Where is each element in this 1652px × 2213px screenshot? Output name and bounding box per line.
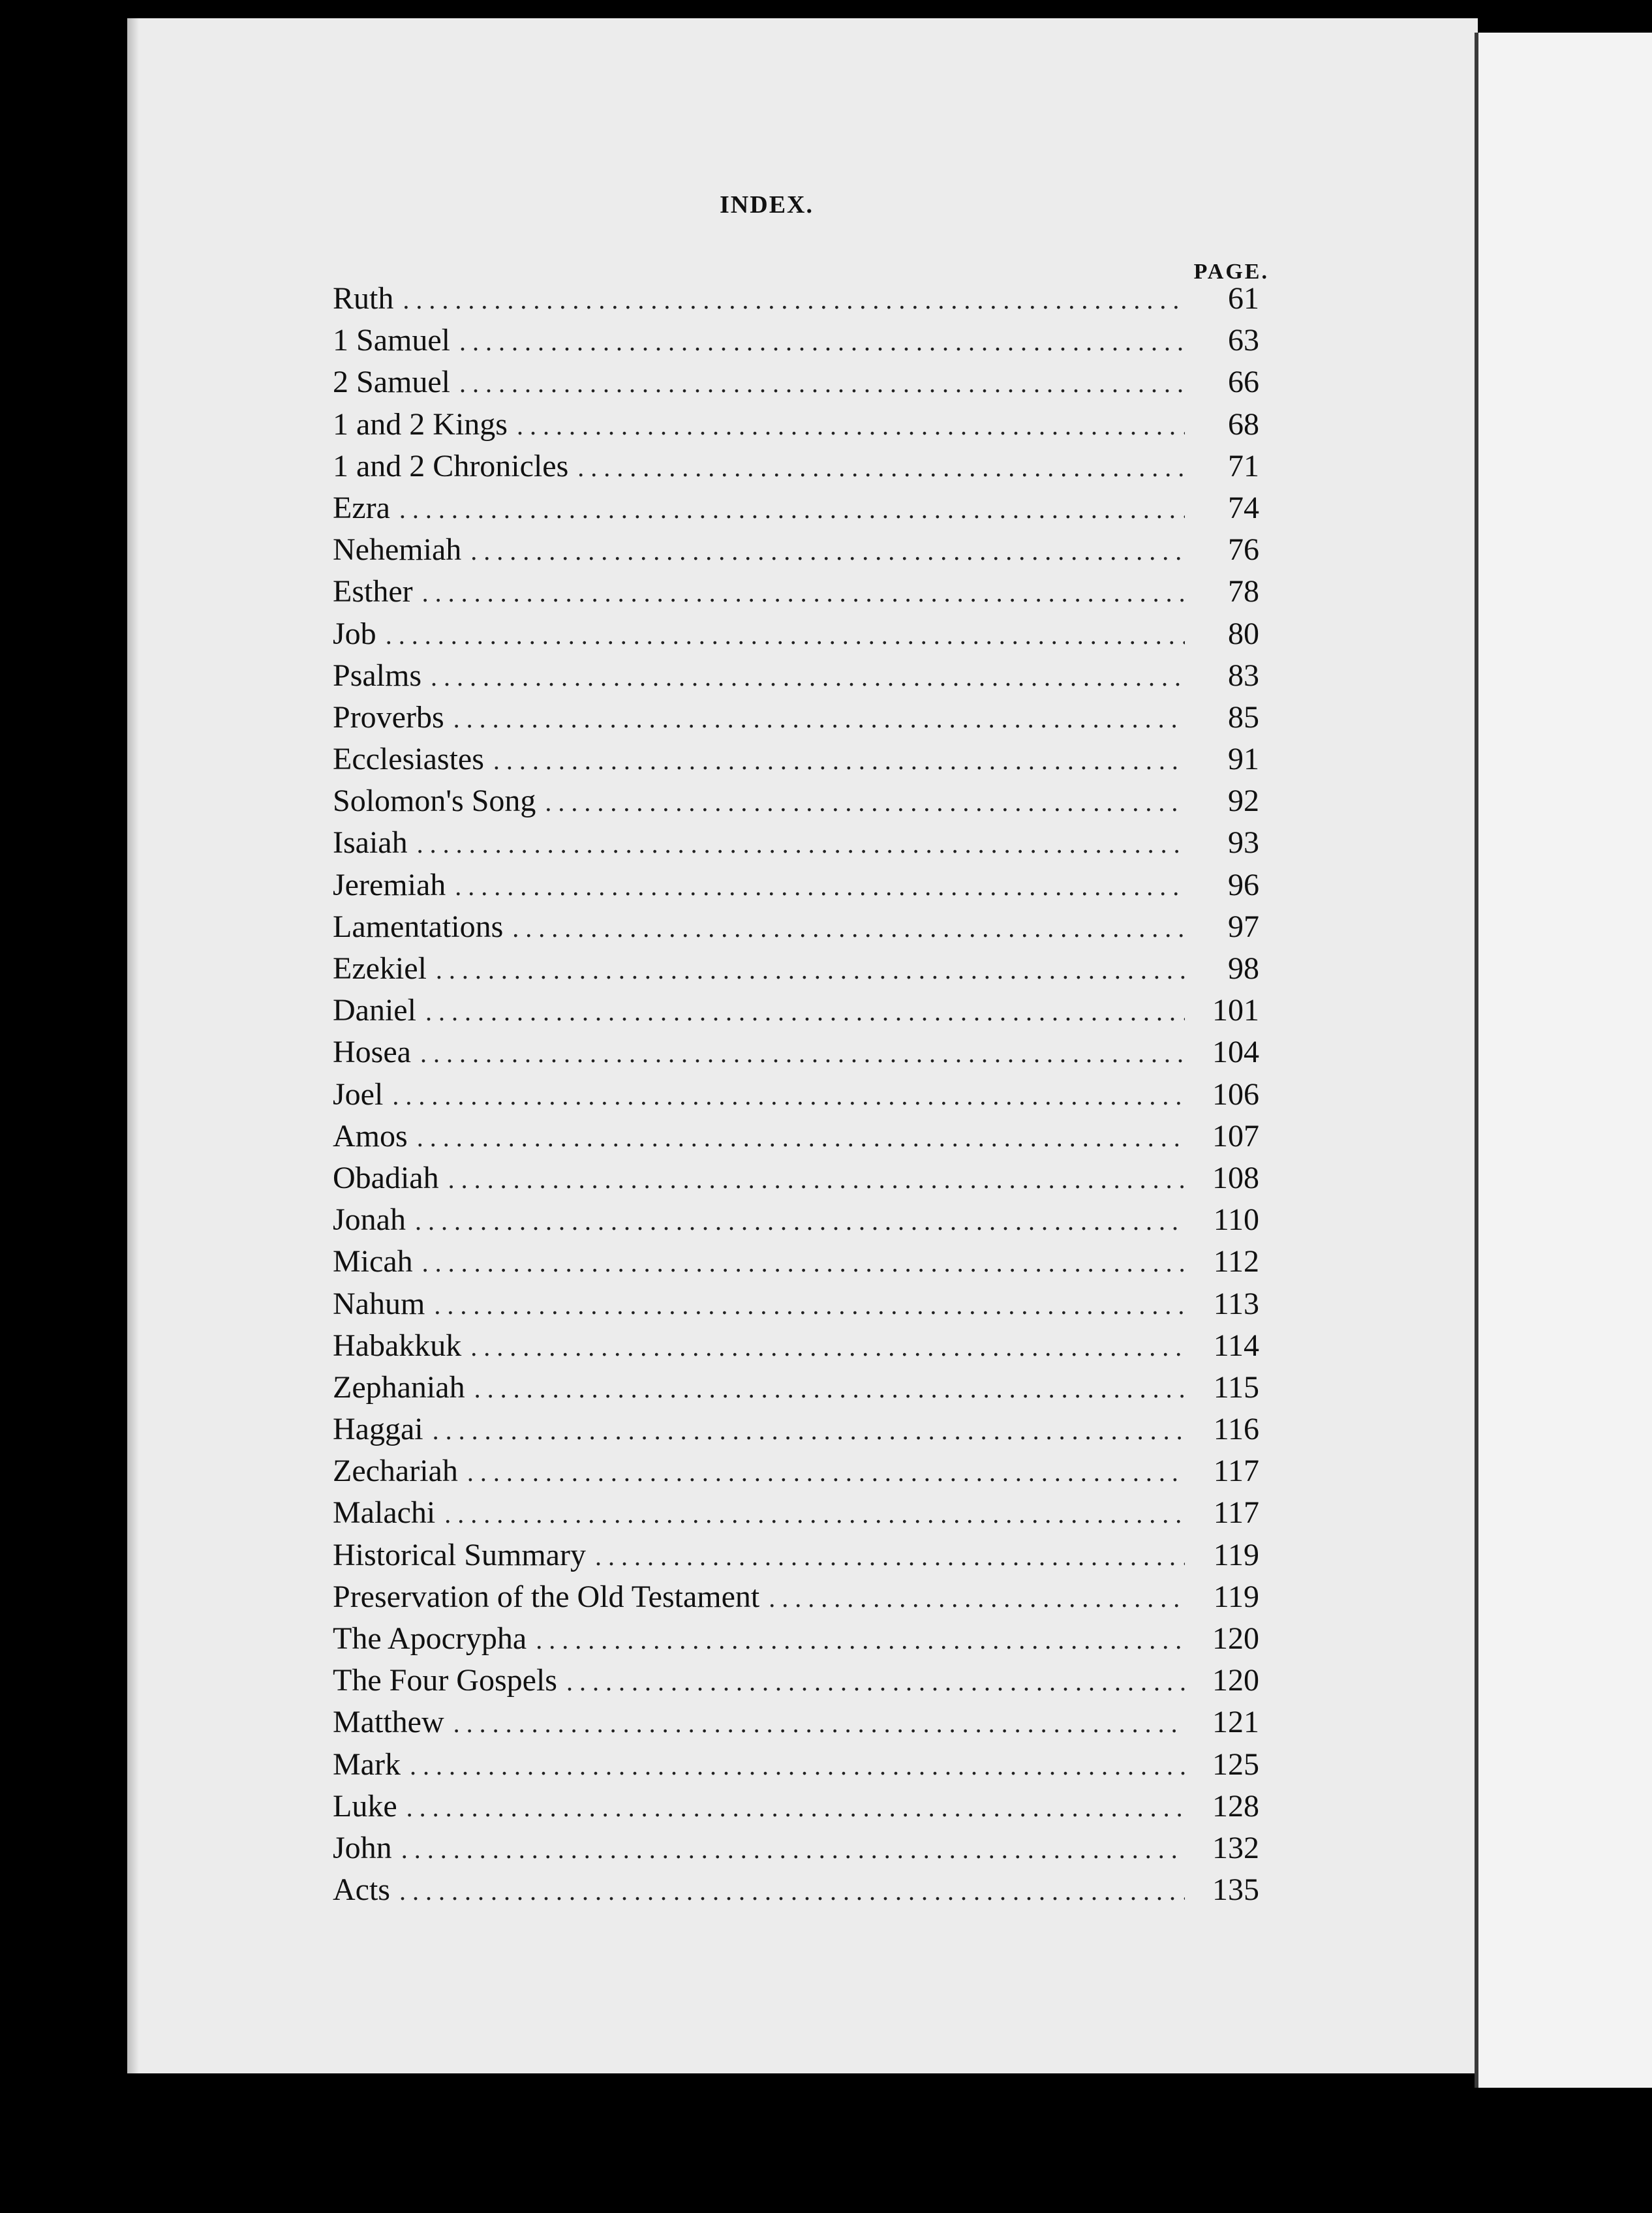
dot-leader <box>417 829 1185 859</box>
entry-title: Ezekiel <box>333 951 427 986</box>
dot-leader <box>448 1164 1185 1195</box>
index-entry <box>333 281 1259 322</box>
dot-leader <box>425 996 1185 1027</box>
dot-leader <box>769 1583 1185 1613</box>
entry-page-number: 91 <box>1228 742 1259 777</box>
index-entry <box>333 616 1259 658</box>
dot-leader <box>406 1792 1185 1823</box>
entry-title: 1 Samuel <box>333 323 450 358</box>
entry-page-number: 92 <box>1228 784 1259 819</box>
dot-leader <box>422 1247 1185 1278</box>
entry-page-number: 66 <box>1228 365 1259 400</box>
index-entry <box>333 1034 1259 1076</box>
entry-page-number: 114 <box>1213 1328 1259 1363</box>
dot-leader <box>470 536 1185 566</box>
entry-title: Jeremiah <box>333 867 446 902</box>
dot-leader <box>566 1666 1185 1697</box>
index-entry <box>333 1537 1259 1579</box>
index-entry <box>333 783 1259 825</box>
entry-title: Esther <box>333 574 413 609</box>
entry-title: Preservation of the Old Testament <box>333 1579 760 1614</box>
entry-title: The Apocrypha <box>333 1621 527 1656</box>
entry-title: Lamentations <box>333 909 504 944</box>
index-entry <box>333 1244 1259 1285</box>
dot-leader <box>453 703 1185 734</box>
dot-leader <box>415 1206 1185 1236</box>
index-entry <box>333 1495 1259 1536</box>
dot-leader <box>434 1290 1185 1320</box>
dot-leader <box>431 662 1185 692</box>
entry-page-number: 78 <box>1228 574 1259 609</box>
dot-leader <box>410 1750 1185 1781</box>
dot-leader <box>392 1080 1185 1111</box>
entry-page-number: 74 <box>1228 490 1259 525</box>
index-list <box>333 281 1259 1914</box>
index-entry <box>333 322 1259 364</box>
index-entry <box>333 825 1259 866</box>
entry-page-number: 93 <box>1228 825 1259 861</box>
entry-page-number: 120 <box>1212 1621 1259 1656</box>
entry-title: Matthew <box>333 1705 444 1740</box>
entry-page-number: 71 <box>1228 448 1259 483</box>
entry-title: Nehemiah <box>333 532 462 568</box>
entry-title: Daniel <box>333 993 416 1028</box>
dot-leader <box>386 620 1185 650</box>
index-entry <box>333 1160 1259 1202</box>
entry-page-number: 117 <box>1213 1454 1259 1489</box>
entry-title: 2 Samuel <box>333 365 450 400</box>
entry-title: Habakkuk <box>333 1328 462 1363</box>
dot-leader <box>420 1038 1185 1069</box>
entry-page-number: 97 <box>1228 909 1259 944</box>
adjacent-page-edge <box>1475 33 1652 2088</box>
index-entry <box>333 406 1259 448</box>
dot-leader <box>459 326 1185 357</box>
index-entry <box>333 1202 1259 1244</box>
entry-page-number: 119 <box>1213 1537 1259 1572</box>
index-entry <box>333 909 1259 951</box>
entry-title: Joel <box>333 1076 384 1112</box>
entry-page-number: 116 <box>1213 1412 1259 1447</box>
entry-title: Mark <box>333 1747 401 1782</box>
dot-leader <box>459 368 1185 399</box>
entry-title: Historical Summary <box>333 1537 586 1572</box>
entry-title: Luke <box>333 1788 397 1824</box>
page-column-label: PAGE. <box>1193 260 1269 284</box>
entry-page-number: 125 <box>1212 1747 1259 1782</box>
index-entry <box>333 867 1259 909</box>
entry-page-number: 101 <box>1212 993 1259 1028</box>
entry-page-number: 132 <box>1212 1830 1259 1865</box>
entry-title: Proverbs <box>333 699 444 735</box>
entry-page-number: 121 <box>1212 1705 1259 1740</box>
index-entry <box>333 1453 1259 1495</box>
index-entry <box>333 1788 1259 1830</box>
entry-title: Ezra <box>333 490 390 525</box>
entry-title: Ecclesiastes <box>333 742 484 777</box>
entry-page-number: 115 <box>1213 1369 1259 1405</box>
entry-page-number: 63 <box>1228 323 1259 358</box>
entry-title: Obadiah <box>333 1160 439 1195</box>
dot-leader <box>403 284 1185 315</box>
dot-leader <box>433 1415 1185 1446</box>
entry-page-number: 110 <box>1213 1202 1259 1238</box>
entry-title: Acts <box>333 1872 390 1908</box>
dot-leader <box>474 1373 1185 1404</box>
dot-leader <box>453 1708 1185 1739</box>
index-entry <box>333 490 1259 532</box>
entry-title: Zephaniah <box>333 1369 465 1405</box>
dot-leader <box>517 410 1185 441</box>
entry-title: Hosea <box>333 1035 411 1070</box>
index-entry <box>333 1747 1259 1788</box>
entry-page-number: 98 <box>1228 951 1259 986</box>
index-entry <box>333 1411 1259 1453</box>
entry-title: Ruth <box>333 281 394 316</box>
dot-leader <box>399 494 1185 525</box>
index-entry <box>333 1579 1259 1621</box>
dot-leader <box>577 452 1185 483</box>
entry-page-number: 83 <box>1228 658 1259 693</box>
entry-page-number: 107 <box>1212 1118 1259 1153</box>
dot-leader <box>470 1332 1185 1362</box>
entry-page-number: 108 <box>1212 1160 1259 1195</box>
index-entry <box>333 448 1259 490</box>
entry-title: Micah <box>333 1244 413 1279</box>
entry-title: Jonah <box>333 1202 406 1238</box>
entry-page-number: 117 <box>1213 1495 1259 1531</box>
entry-page-number: 112 <box>1213 1244 1259 1279</box>
entry-page-number: 96 <box>1228 867 1259 902</box>
index-entry <box>333 992 1259 1034</box>
entry-page-number: 61 <box>1228 281 1259 316</box>
dot-leader <box>455 871 1185 902</box>
entry-page-number: 104 <box>1212 1035 1259 1070</box>
index-entry <box>333 1286 1259 1328</box>
dot-leader <box>512 913 1185 943</box>
dot-leader <box>545 787 1185 817</box>
entry-title: Haggai <box>333 1412 423 1447</box>
entry-title: Psalms <box>333 658 422 693</box>
dot-leader <box>417 1122 1185 1153</box>
dot-leader <box>436 954 1185 985</box>
index-entry <box>333 1076 1259 1118</box>
entry-title: The Four Gospels <box>333 1663 557 1698</box>
dot-leader <box>401 1834 1185 1865</box>
index-entry <box>333 951 1259 992</box>
entry-title: Zechariah <box>333 1454 458 1489</box>
entry-page-number: 119 <box>1213 1579 1259 1614</box>
dot-leader <box>467 1457 1185 1488</box>
entry-page-number: 76 <box>1228 532 1259 568</box>
entry-page-number: 135 <box>1212 1872 1259 1908</box>
entry-title: 1 and 2 Chronicles <box>333 448 569 483</box>
entry-title: Solomon's Song <box>333 784 536 819</box>
entry-page-number: 128 <box>1212 1788 1259 1824</box>
entry-title: Nahum <box>333 1286 425 1321</box>
index-entry <box>333 1328 1259 1369</box>
index-heading: INDEX. <box>720 191 814 219</box>
index-entry <box>333 699 1259 741</box>
dot-leader <box>493 745 1185 776</box>
entry-title: Amos <box>333 1118 408 1153</box>
entry-page-number: 120 <box>1212 1663 1259 1698</box>
entry-title: Isaiah <box>333 825 408 861</box>
entry-title: Job <box>333 616 376 651</box>
dot-leader <box>444 1499 1185 1529</box>
entry-page-number: 68 <box>1228 406 1259 442</box>
index-entry <box>333 1704 1259 1746</box>
index-entry <box>333 573 1259 615</box>
entry-page-number: 80 <box>1228 616 1259 651</box>
entry-page-number: 106 <box>1212 1076 1259 1112</box>
index-entry <box>333 1118 1259 1160</box>
entry-title: 1 and 2 Kings <box>333 406 508 442</box>
index-entry <box>333 1662 1259 1704</box>
index-entry <box>333 1830 1259 1872</box>
index-entry <box>333 364 1259 406</box>
entry-title: John <box>333 1830 392 1865</box>
index-entry <box>333 658 1259 699</box>
index-entry <box>333 1621 1259 1662</box>
dot-leader <box>536 1625 1185 1655</box>
index-entry <box>333 741 1259 783</box>
entry-title: Malachi <box>333 1495 436 1531</box>
index-entry <box>333 1369 1259 1411</box>
dot-leader <box>422 577 1185 608</box>
entry-page-number: 113 <box>1213 1286 1259 1321</box>
dot-leader <box>595 1541 1185 1572</box>
entry-page-number: 85 <box>1228 699 1259 735</box>
index-entry <box>333 532 1259 573</box>
dot-leader <box>399 1876 1185 1906</box>
index-entry <box>333 1872 1259 1914</box>
